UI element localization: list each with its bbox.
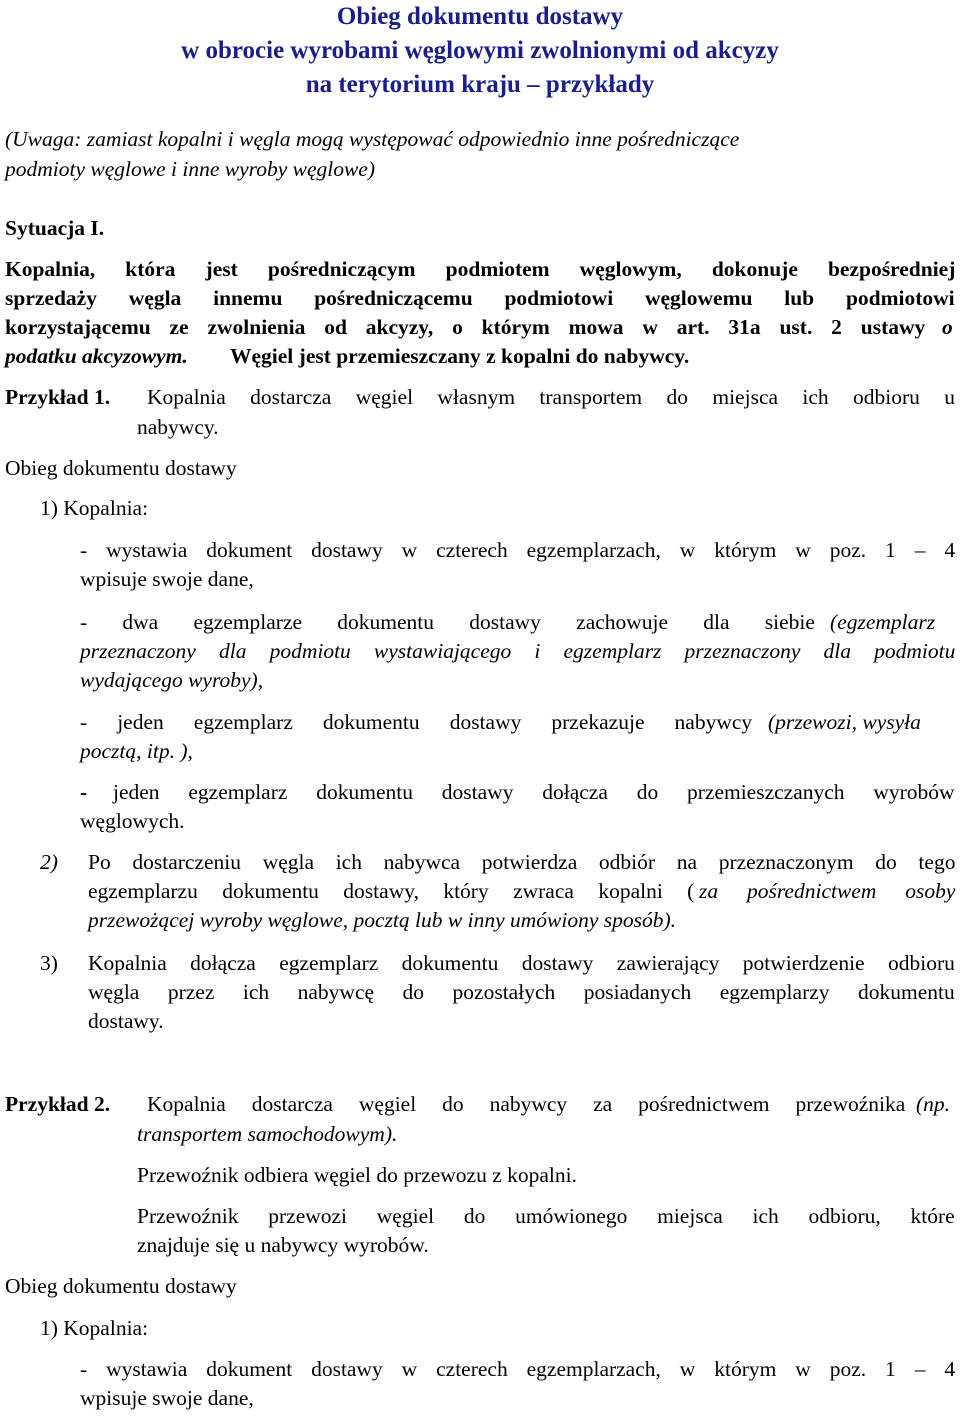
example1-bullet3-line1: - jeden egzemplarz dokumentu dostawy przekazuje nabywcy: [80, 710, 753, 734]
example2-bullet1-line2: wpisuje swoje dane,: [80, 1386, 254, 1410]
example1-bullet2-line2: przeznaczony dla podmiotu wystawiającego i egzemplarz przeznaczony dla podmiotu: [80, 639, 956, 663]
example2-paragraph-2-line1: Przewoźnik przewozi węgiel do umówionego miejsca ich odbioru, które: [137, 1204, 955, 1228]
situation-line-4a: podatku akcyzowym.: [5, 344, 188, 368]
example1-bullet2-line3: wydającego wyroby),: [80, 668, 264, 692]
example1-step1-label: 1) Kopalnia:: [40, 496, 149, 520]
situation-heading: Sytuacja I.: [5, 216, 105, 240]
example1-bullet1-line1: - wystawia dokument dostawy w czterech egzemplarzach, w którym w poz. 1 – 4: [80, 538, 956, 562]
example1-step3-number: 3): [40, 951, 58, 975]
example2-paragraph-1: Przewoźnik odbiera węgiel do przewozu z kopalni.: [137, 1163, 577, 1187]
situation-line-3: korzystającemu ze zwolnienia od akcyzy, o którym mowa w art. 31a ust. 2 ustawy: [5, 315, 926, 339]
title-line-2: w obrocie wyrobami węglowymi zwolnionymi od akcyzy: [181, 37, 779, 64]
example1-step3-line3: dostawy.: [88, 1009, 164, 1033]
example1-step2-line2: egzemplarzu dokumentu dostawy, który zwraca kopalni (: [88, 879, 695, 903]
example1-bullet3-line1-italic: (przewozi, wysyła: [768, 710, 921, 734]
title-line-1: Obieg dokumentu dostawy: [336, 3, 624, 30]
example1-step2-line3: przewożącej wyroby węglowe, pocztą lub w inny umówiony sposób).: [88, 908, 677, 932]
example1-step2-number: 2): [40, 850, 58, 874]
example1-bullet3-line2: pocztą, itp. ),: [80, 739, 193, 763]
example1-label: Przykład 1.: [5, 385, 111, 409]
example1-step3-line2: węgla przez ich nabywcę do pozostałych posiadanych egzemplarzy dokumentu: [88, 980, 955, 1004]
example1-flow-heading: Obieg dokumentu dostawy: [5, 456, 237, 480]
situation-line-3-o: o: [942, 315, 953, 339]
example1-bullet2-line1-italic: (egzemplarz: [830, 610, 936, 634]
example1-line-2: nabywcy.: [137, 415, 219, 439]
example2-flow-heading: Obieg dokumentu dostawy: [5, 1274, 237, 1298]
example2-line-1-italic: (np.: [916, 1092, 951, 1116]
situation-line-2: sprzedaży węgla innemu pośredniczącemu podmiotowi węglowemu lub podmiotowi: [5, 286, 955, 310]
example1-bullet4-line2: węglowych.: [80, 809, 185, 833]
example1-bullet2-line1: - dwa egzemplarze dokumentu dostawy zachowuje dla siebie: [80, 610, 815, 634]
example2-bullet1-line1: - wystawia dokument dostawy w czterech egzemplarzach, w którym w poz. 1 – 4: [80, 1357, 956, 1381]
example1-step3-line1: Kopalnia dołącza egzemplarz dokumentu dostawy zawierający potwierdzenie odbioru: [88, 951, 955, 975]
situation-line-1: Kopalnia, która jest pośredniczącym podmiotem węglowym, dokonuje bezpośredniej: [5, 257, 956, 281]
example1-step2-line2-italic: za pośrednictwem osoby: [699, 879, 956, 903]
example1-bullet4-line1: jeden egzemplarz dokumentu dostawy dołącza do przemieszczanych wyrobów: [113, 780, 955, 804]
note-line-1: (Uwaga: zamiast kopalni i węgla mogą występować odpowiednio inne pośredniczące: [5, 127, 740, 151]
example2-line-2: transportem samochodowym).: [137, 1122, 398, 1146]
example1-line-1: Kopalnia dostarcza węgiel własnym transportem do miejsca ich odbioru u: [147, 385, 956, 409]
example2-step1-label: 1) Kopalnia:: [40, 1316, 149, 1340]
example1-bullet1-line2: wpisuje swoje dane,: [80, 567, 254, 591]
example2-paragraph-2-line2: znajduje się u nabywcy wyrobów.: [137, 1233, 429, 1257]
example2-line-1: Kopalnia dostarcza węgiel do nabywcy za pośrednictwem przewoźnika: [147, 1092, 906, 1116]
note-line-2: podmioty węglowe i inne wyroby węglowe): [5, 157, 376, 181]
title-line-3: na terytorium kraju – przykłady: [305, 71, 655, 98]
example1-step2-line1: Po dostarczeniu węgla ich nabywca potwierdza odbiór na przeznaczonym do tego: [88, 850, 956, 874]
example1-bullet4-dash: -: [80, 780, 88, 804]
situation-line-4b: Węgiel jest przemieszczany z kopalni do nabywcy.: [230, 344, 690, 368]
example2-label: Przykład 2.: [5, 1092, 111, 1116]
